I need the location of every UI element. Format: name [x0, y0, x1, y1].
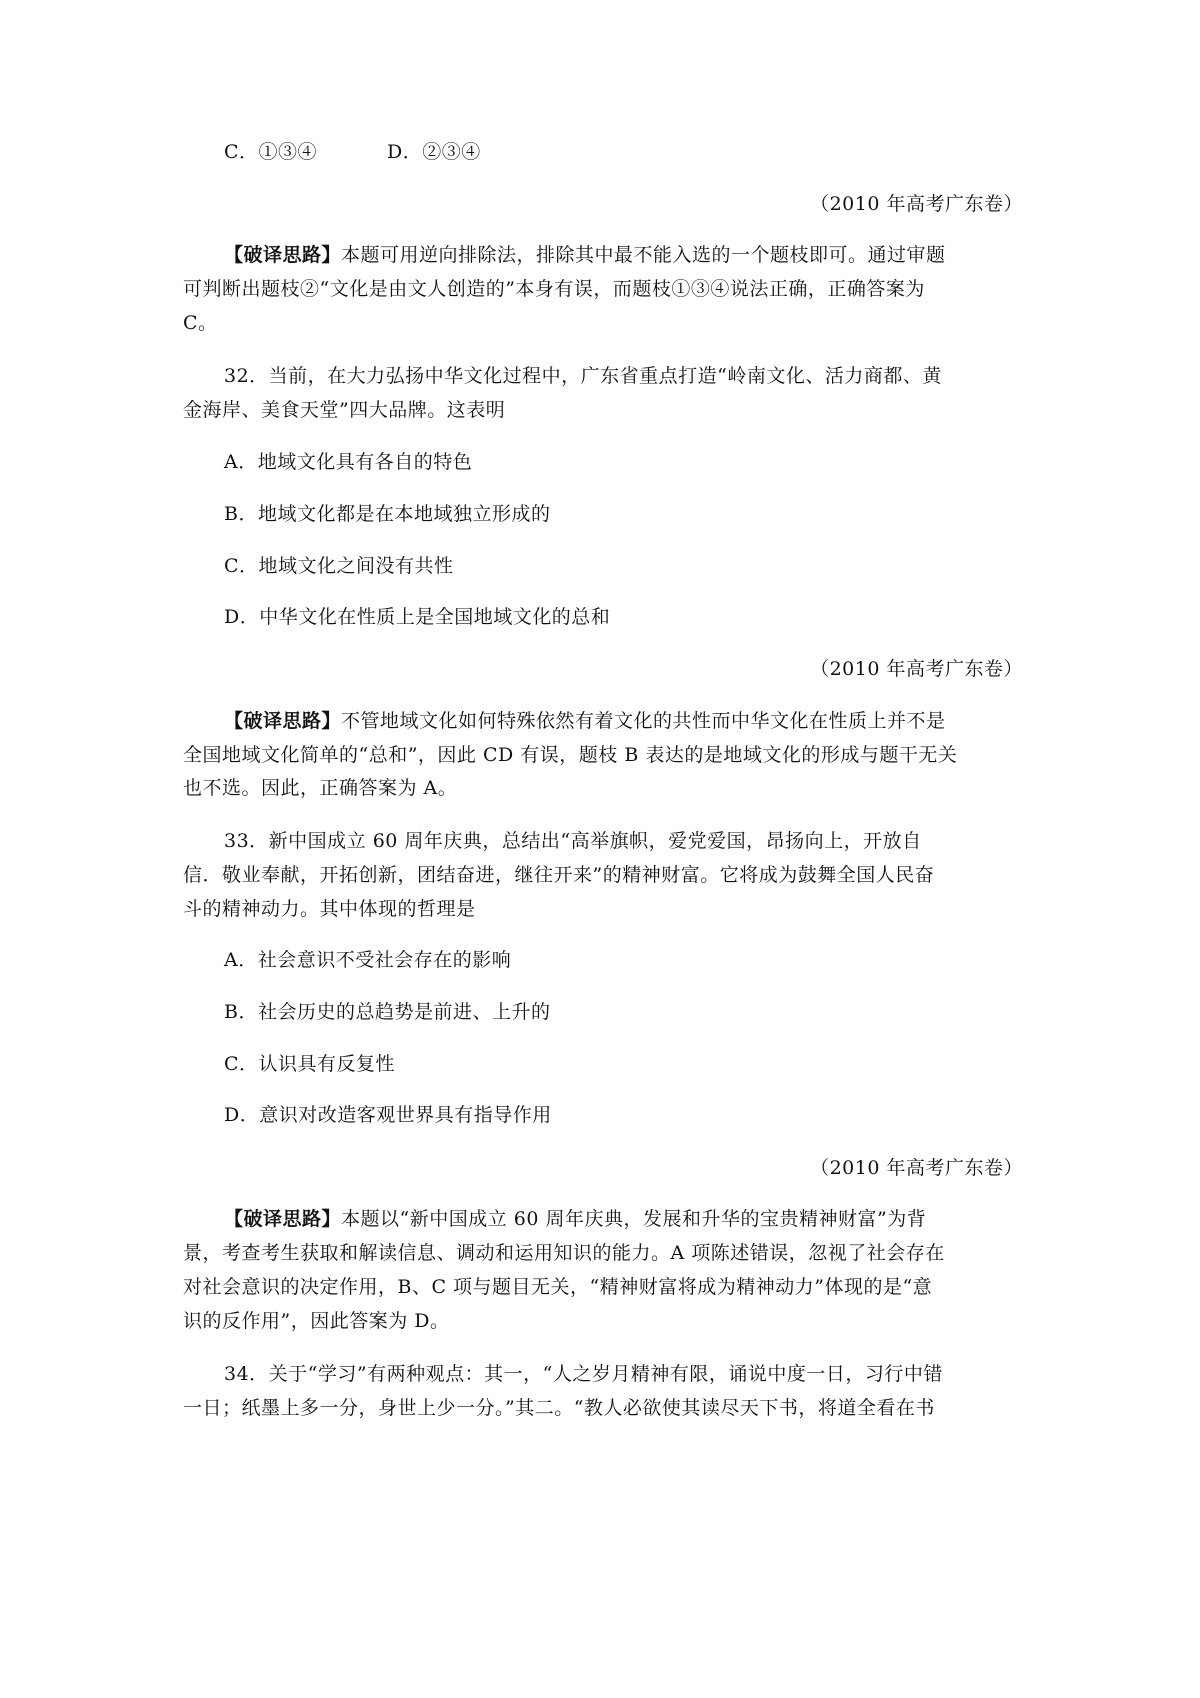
q32-analysis-tag: 【破译思路】 [224, 710, 342, 732]
q32-stem-line2: 金海岸、美食天堂”四大品牌。这表明 [183, 399, 506, 421]
q31-source: （2010 年高考广东卷） [810, 193, 1023, 215]
q33-analysis-text1: 本题以“新中国成立 60 周年庆典，发展和升华的宝贵精神财富”为背 [341, 1208, 927, 1230]
q32-analysis-line1 [224, 709, 1064, 733]
q34-stem-line1: 34．关于“学习”有两种观点：其一，“人之岁月精神有限，诵说中度一日，习行中错 [224, 1363, 943, 1385]
q33-stem-line3: 斗的精神动力。其中体现的哲理是 [183, 898, 476, 920]
q33-analysis-line3: 对社会意识的决定作用，B、C 项与题目无关，“精神财富将成为精神动力”体现的是“意 [183, 1276, 933, 1298]
q31-analysis-tag: 【破译思路】 [224, 244, 342, 266]
q33-option-a: A．社会意识不受社会存在的影响 [224, 949, 512, 971]
q31-analysis-text1: 本题可用逆向排除法，排除其中最不能入选的一个题枝即可。通过审题 [341, 244, 946, 266]
q34-stem-line2: 一日；纸墨上多一分，身世上少一分。”其二。“教人必欲使其读尽天下书，将道全看在书 [183, 1397, 935, 1419]
q32-option-a: A．地域文化具有各自的特色 [224, 451, 473, 473]
q33-option-c: C．认识具有反复性 [224, 1053, 396, 1075]
q31-option-d: D．②③④ [387, 141, 481, 163]
q33-analysis-line1 [224, 1207, 1064, 1231]
q33-stem-line1: 33．新中国成立 60 周年庆典，总结出“高举旗帜，爱党爱国，昂扬向上，开放自 [224, 830, 922, 852]
q32-analysis-line3: 也不选。因此，正确答案为 A。 [183, 777, 458, 799]
q33-option-d: D．意识对改造客观世界具有指导作用 [224, 1104, 552, 1126]
q33-source: （2010 年高考广东卷） [810, 1157, 1023, 1179]
q33-analysis-line4: 识的反作用”，因此答案为 D。 [183, 1310, 450, 1332]
q32-option-b: B．地域文化都是在本地域独立形成的 [224, 503, 551, 525]
q32-analysis-line2: 全国地域文化简单的“总和”，因此 CD 有误，题枝 B 表达的是地域文化的形成与题干无关 [183, 744, 958, 766]
q33-option-b: B．社会历史的总趋势是前进、上升的 [224, 1001, 551, 1023]
q32-analysis-text1: 不管地域文化如何特殊依然有着文化的共性而中华文化在性质上并不是 [341, 710, 946, 732]
q31-option-c: C．①③④ [224, 141, 318, 163]
q31-analysis-line2: 可判断出题枝②“文化是由文人创造的”本身有误，而题枝①③④说法正确，正确答案为 [183, 278, 925, 300]
q32-option-d: D．中华文化在性质上是全国地域文化的总和 [224, 606, 611, 628]
q31-options-cd [224, 140, 1064, 164]
q32-source: （2010 年高考广东卷） [810, 658, 1023, 680]
q31-analysis-line3: C。 [183, 312, 218, 334]
q32-stem-line1: 32．当前，在大力弘扬中华文化过程中，广东省重点打造“岭南文化、活力商都、黄 [224, 365, 942, 387]
q32-option-c: C．地域文化之间没有共性 [224, 555, 454, 577]
q31-analysis-line1 [224, 243, 1064, 267]
q33-analysis-tag: 【破译思路】 [224, 1208, 342, 1230]
q33-analysis-line2: 景，考查考生获取和解读信息、调动和运用知识的能力。A 项陈述错误，忽视了社会存在 [183, 1242, 945, 1264]
q33-stem-line2: 信．敬业奉献，开拓创新，团结奋进，继往开来”的精神财富。它将成为鼓舞全国人民奋 [183, 864, 935, 886]
